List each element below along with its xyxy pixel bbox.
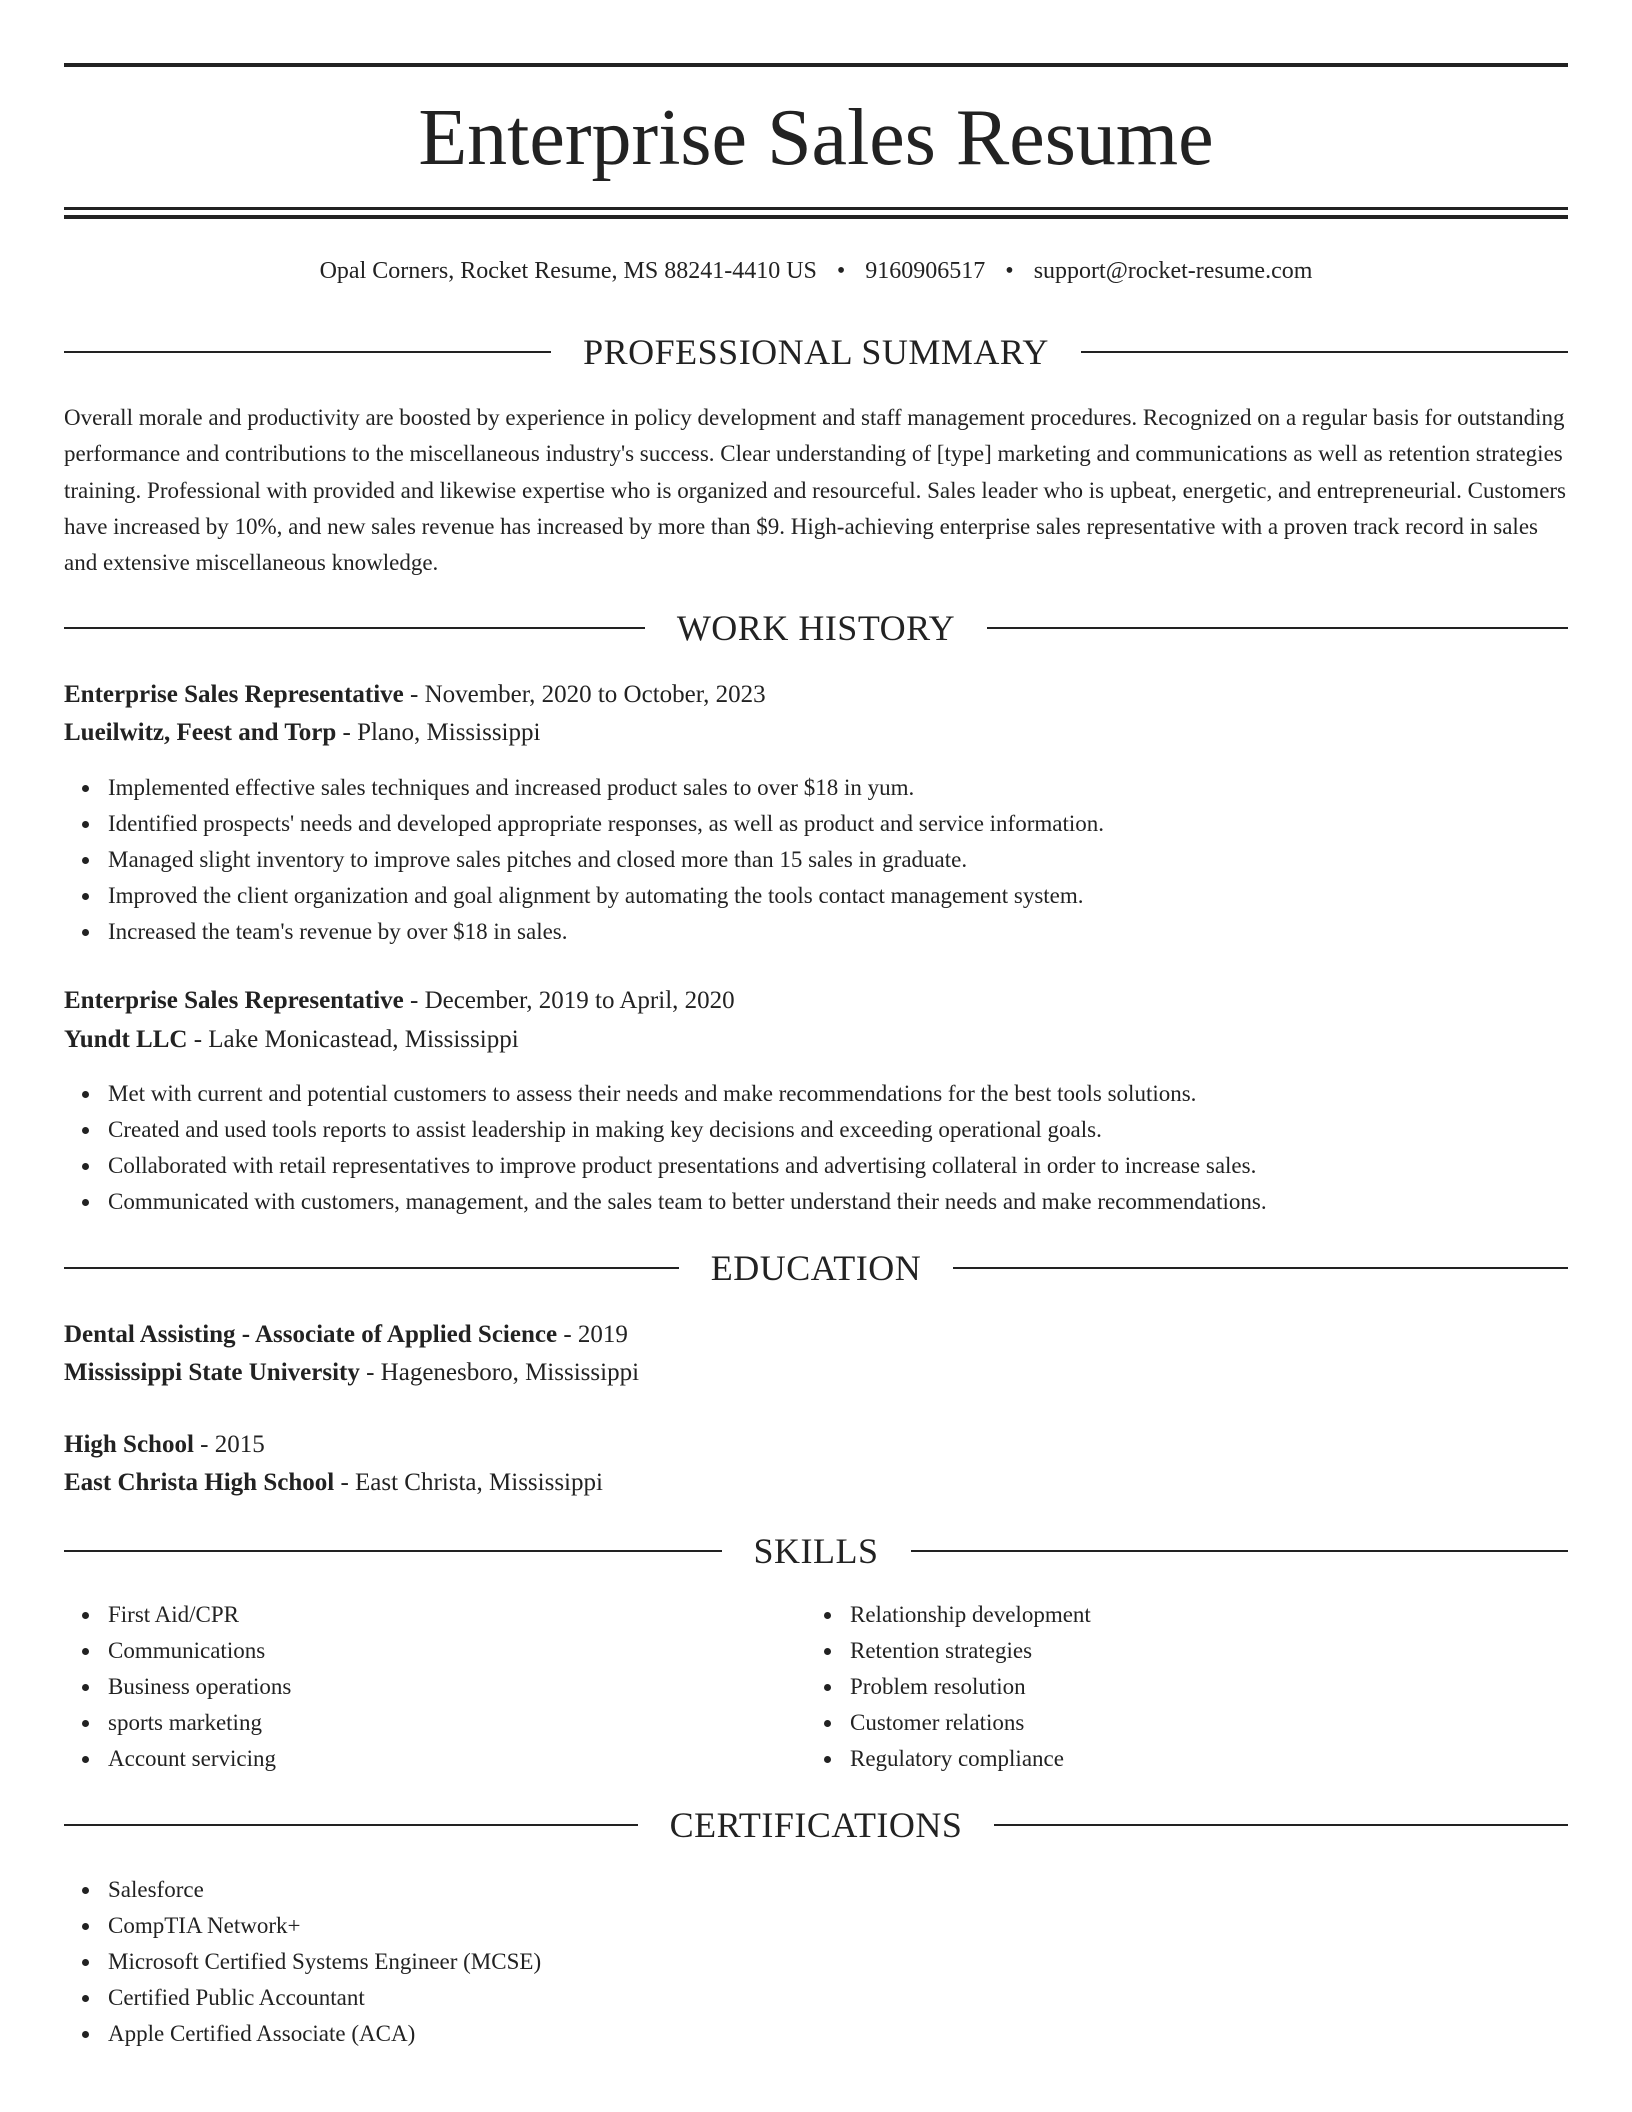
list-item: Communications xyxy=(108,1633,291,1669)
list-item: Salesforce xyxy=(108,1872,541,1908)
list-item: Microsoft Certified Systems Engineer (MCSE) xyxy=(108,1944,541,1980)
list-item: First Aid/CPR xyxy=(108,1597,291,1633)
job-dates: - December, 2019 to April, 2020 xyxy=(403,987,735,1014)
heading-rule xyxy=(64,1824,638,1826)
job-title-line xyxy=(64,983,735,1019)
heading-rule xyxy=(64,351,551,353)
list-item: Managed slight inventory to improve sales pitches and closed more than 15 sales in graduate. xyxy=(108,842,1104,878)
job-title-line xyxy=(64,677,766,713)
section-heading-summary xyxy=(64,330,1568,374)
section-heading-label: PROFESSIONAL SUMMARY xyxy=(583,332,1049,372)
list-item: Certified Public Accountant xyxy=(108,1980,541,2016)
job-title: Enterprise Sales Representative xyxy=(64,681,404,708)
top-rule xyxy=(64,63,1568,67)
contact-separator: • xyxy=(1005,258,1014,284)
contact-phone: 9160906517 xyxy=(865,258,986,284)
list-item: Met with current and potential customers to assess their needs and make recommendations for the best tools solutions. xyxy=(108,1076,1267,1112)
education-location: - Hagenesboro, Mississippi xyxy=(359,1359,640,1386)
section-heading-certifications xyxy=(64,1803,1568,1847)
list-item: Improved the client organization and goal alignment by automating the tools contact management system. xyxy=(108,878,1104,914)
heading-rule xyxy=(64,1267,679,1269)
list-item: Business operations xyxy=(108,1669,291,1705)
job-bullet-list xyxy=(64,1076,1267,1220)
skills-list-right xyxy=(806,1597,1091,1777)
section-heading-education xyxy=(64,1246,1568,1290)
list-item: Relationship development xyxy=(850,1597,1091,1633)
title-rule-upper xyxy=(64,207,1568,210)
list-item: Retention strategies xyxy=(850,1633,1091,1669)
contact-address: Opal Corners, Rocket Resume, MS 88241-4410 US xyxy=(319,258,817,284)
list-item: Communicated with customers, management, and the sales team to better understand their needs and make recommendations. xyxy=(108,1184,1267,1220)
heading-rule xyxy=(953,1267,1568,1269)
job-title: Enterprise Sales Representative xyxy=(64,987,404,1014)
list-item: sports marketing xyxy=(108,1705,291,1741)
contact-email: support@rocket-resume.com xyxy=(1033,258,1313,284)
section-heading-label: CERTIFICATIONS xyxy=(669,1805,963,1845)
heading-rule xyxy=(64,627,645,629)
job-location: - Lake Monicastead, Mississippi xyxy=(187,1026,519,1053)
list-item: Apple Certified Associate (ACA) xyxy=(108,2016,541,2052)
resume-title: Enterprise Sales Resume xyxy=(418,94,1214,182)
job-dates: - November, 2020 to October, 2023 xyxy=(403,681,766,708)
section-heading-work-history xyxy=(64,606,1568,650)
education-school-line xyxy=(64,1465,603,1501)
summary-text: Overall morale and productivity are boosted by experience in policy development and staff management procedures. Recognized on a regular basis for outstanding performance and contributions to the miscellaneous industry's success. Clear understanding of [type] marketing and communications as well as retention strategies training. Professional with provided and likewise expertise who is organized and resourceful. Sales leader who is upbeat, energetic, and entrepreneurial. Customers have increased by 10%, and new sales revenue has increased by more than $9. High-achieving enterprise sales representative with a proven track record in sales and extensive miscellaneous knowledge. xyxy=(64,405,1567,576)
education-year: - 2015 xyxy=(193,1431,265,1458)
list-item: Collaborated with retail representatives to improve product presentations and advertising collateral in order to increase sales. xyxy=(108,1148,1267,1184)
education-degree-line xyxy=(64,1427,265,1463)
job-bullet-list xyxy=(64,770,1104,950)
list-item: Regulatory compliance xyxy=(850,1741,1091,1777)
section-heading-label: EDUCATION xyxy=(710,1248,922,1288)
job-company-line xyxy=(64,1022,519,1058)
education-degree-line xyxy=(64,1317,628,1353)
skills-list-left xyxy=(64,1597,291,1777)
certifications-list xyxy=(64,1872,541,2052)
heading-rule xyxy=(994,1824,1568,1826)
job-location: - Plano, Mississippi xyxy=(336,719,541,746)
section-heading-label: WORK HISTORY xyxy=(676,608,956,648)
heading-rule xyxy=(64,1550,722,1552)
list-item: Created and used tools reports to assist leadership in making key decisions and exceeding operational goals. xyxy=(108,1112,1267,1148)
job-company: Lueilwitz, Feest and Torp xyxy=(64,719,337,746)
section-heading-label: SKILLS xyxy=(753,1531,879,1571)
heading-rule xyxy=(911,1550,1569,1552)
list-item: Increased the team's revenue by over $18 in sales. xyxy=(108,914,1104,950)
list-item: Problem resolution xyxy=(850,1669,1091,1705)
education-school: Mississippi State University xyxy=(64,1359,360,1386)
heading-rule xyxy=(987,627,1568,629)
list-item: Customer relations xyxy=(850,1705,1091,1741)
job-company-line xyxy=(64,715,540,751)
list-item: Account servicing xyxy=(108,1741,291,1777)
education-degree: High School xyxy=(64,1431,194,1458)
list-item: CompTIA Network+ xyxy=(108,1908,541,1944)
contact-line xyxy=(64,254,1568,288)
title-rule-lower xyxy=(64,215,1568,219)
education-school-line xyxy=(64,1355,639,1391)
job-company: Yundt LLC xyxy=(64,1026,188,1053)
education-school: East Christa High School xyxy=(64,1469,335,1496)
list-item: Implemented effective sales techniques and increased product sales to over $18 in yum. xyxy=(108,770,1104,806)
heading-rule xyxy=(1081,351,1568,353)
education-location: - East Christa, Mississippi xyxy=(334,1469,603,1496)
list-item: Identified prospects' needs and developed appropriate responses, as well as product and service information. xyxy=(108,806,1104,842)
section-heading-skills xyxy=(64,1529,1568,1573)
education-degree: Dental Assisting - Associate of Applied Science xyxy=(64,1321,558,1348)
contact-separator: • xyxy=(836,258,846,284)
education-year: - 2019 xyxy=(557,1321,628,1348)
